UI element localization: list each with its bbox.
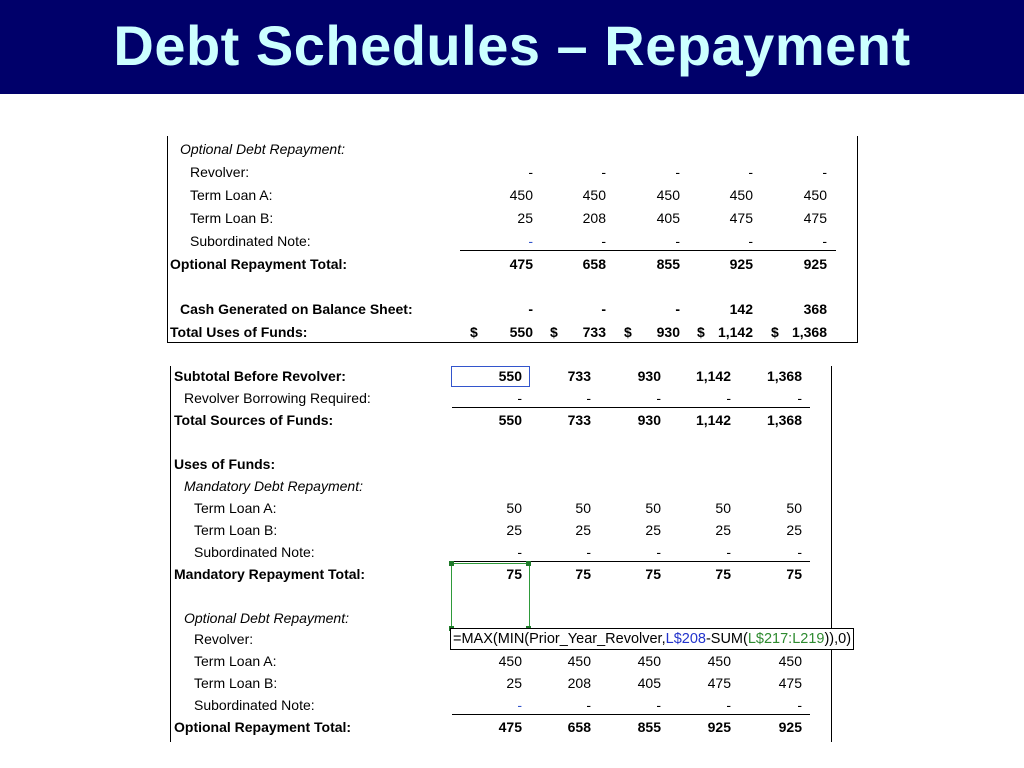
cell: - — [601, 233, 606, 249]
row-label: Subordinated Note: — [194, 697, 315, 713]
cell[interactable]: 475 — [498, 719, 522, 735]
cell: 475 — [729, 210, 753, 226]
currency-symbol: $ — [470, 324, 478, 340]
cell[interactable]: 450 — [707, 653, 731, 669]
row-label: Optional Repayment Total: — [170, 256, 348, 272]
cell[interactable]: 25 — [645, 522, 661, 538]
cell[interactable]: 1,368 — [766, 368, 802, 384]
cell: 450 — [729, 187, 753, 203]
cell: 925 — [729, 256, 753, 272]
cell: - — [675, 164, 680, 180]
bot-row-opt-term-loan-b — [0, 672, 1024, 694]
cell: 450 — [509, 187, 533, 203]
row-label: Term Loan B: — [194, 675, 278, 691]
row-label: Revolver: — [190, 164, 250, 180]
cell[interactable]: 25 — [786, 522, 802, 538]
cell[interactable]: - — [656, 544, 661, 560]
cell[interactable]: 930 — [637, 412, 661, 428]
row-label: Subordinated Note: — [194, 544, 315, 560]
row-label: Term Loan A: — [190, 187, 273, 203]
cell: - — [748, 164, 753, 180]
formula-part: Prior_Year_Revolver — [529, 631, 662, 647]
cell[interactable]: 75 — [715, 566, 731, 582]
formula-ref-blue: L$208 — [665, 631, 706, 647]
cell: 450 — [582, 187, 606, 203]
cell: - — [675, 301, 680, 317]
row-label: Revolver Borrowing Required: — [184, 390, 371, 406]
formula-part: ),0) — [829, 631, 852, 647]
cell[interactable]: 930 — [637, 368, 661, 384]
cell: 475 — [509, 256, 533, 272]
cell: - — [528, 233, 533, 249]
cell[interactable]: 1,142 — [695, 368, 731, 384]
cell[interactable]: 450 — [498, 653, 522, 669]
row-label: Term Loan B: — [194, 522, 278, 538]
cell[interactable]: 208 — [567, 675, 591, 691]
cell[interactable]: 50 — [506, 500, 522, 516]
cell: 450 — [656, 187, 680, 203]
cell[interactable]: - — [517, 544, 522, 560]
cell[interactable]: 855 — [637, 719, 661, 735]
cell[interactable]: 50 — [715, 500, 731, 516]
formula-part: , — [661, 631, 666, 647]
cell[interactable]: - — [656, 697, 661, 713]
bot-row-subtotal — [0, 365, 1024, 387]
formula-edit-cell[interactable] — [450, 628, 854, 650]
cell[interactable]: 75 — [786, 566, 802, 582]
cell[interactable]: 25 — [715, 522, 731, 538]
bot-sources-rule — [452, 407, 810, 408]
slide-title: Debt Schedules – Repayment — [113, 14, 911, 77]
formula-part: ) — [824, 631, 830, 647]
row-label: Total Uses of Funds: — [170, 324, 308, 340]
cell: 450 — [803, 187, 827, 203]
row-label: Cash Generated on Balance Sheet: — [180, 301, 413, 317]
cell[interactable]: - — [586, 544, 591, 560]
cell[interactable]: 550 — [498, 412, 522, 428]
cell[interactable]: 475 — [707, 675, 731, 691]
cell: 208 — [582, 210, 606, 226]
cell: 925 — [803, 256, 827, 272]
row-label: Subtotal Before Revolver: — [174, 368, 346, 384]
cell[interactable]: 925 — [778, 719, 802, 735]
cell[interactable]: 75 — [575, 566, 591, 582]
cell[interactable]: - — [726, 390, 731, 406]
cell[interactable]: - — [586, 697, 591, 713]
cell[interactable]: 75 — [645, 566, 661, 582]
row-label: Revolver: — [194, 631, 254, 647]
cell[interactable]: - — [726, 544, 731, 560]
row-label: Mandatory Repayment Total: — [174, 566, 366, 582]
bot-optional-header-row — [0, 607, 1024, 629]
currency-symbol: $ — [697, 324, 705, 340]
bot-row-mandatory-total — [0, 563, 1024, 585]
cell[interactable]: - — [797, 697, 802, 713]
cell: - — [822, 164, 827, 180]
bot-row-opt-subordinated — [0, 694, 1024, 716]
bot-row-optional-total — [0, 716, 1024, 738]
bot-row-revolver-borrowing — [0, 387, 1024, 409]
optional-header: Optional Debt Repayment: — [184, 610, 349, 626]
cell[interactable]: 658 — [567, 719, 591, 735]
bot-row-mand-term-loan-b — [0, 519, 1024, 541]
row-label: Total Sources of Funds: — [174, 412, 334, 428]
currency-symbol: $ — [550, 324, 558, 340]
cell[interactable]: - — [797, 544, 802, 560]
cell[interactable]: 25 — [506, 522, 522, 538]
cell[interactable]: - — [726, 697, 731, 713]
bot-row-mand-subordinated — [0, 541, 1024, 563]
bot-optional-rule — [452, 714, 810, 715]
cell[interactable]: 50 — [786, 500, 802, 516]
cell: 368 — [803, 301, 827, 317]
cell[interactable]: 25 — [506, 675, 522, 691]
formula-ref-green: L$217:L219 — [747, 631, 825, 647]
cell: 658 — [582, 256, 606, 272]
cell: 475 — [803, 210, 827, 226]
bot-row-opt-term-loan-a — [0, 650, 1024, 672]
formula-part: =MAX(MIN( — [453, 631, 530, 647]
bot-uses-header-row — [0, 453, 1024, 475]
cell[interactable]: 733 — [567, 412, 591, 428]
cell: 855 — [656, 256, 680, 272]
cell[interactable]: - — [656, 390, 661, 406]
cell[interactable]: 1,142 — [695, 412, 731, 428]
cell[interactable]: 405 — [637, 675, 661, 691]
cell: 1,368 — [791, 324, 827, 340]
bot-row-total-sources — [0, 409, 1024, 431]
cell: 1,142 — [717, 324, 753, 340]
cell: 405 — [656, 210, 680, 226]
cell[interactable]: 75 — [506, 566, 522, 582]
cell: - — [675, 233, 680, 249]
cell[interactable]: 925 — [707, 719, 731, 735]
cell: 550 — [509, 324, 533, 340]
formula-part: -SUM( — [705, 631, 748, 647]
cell: 930 — [656, 324, 680, 340]
bot-row-mand-term-loan-a — [0, 497, 1024, 519]
cell[interactable]: 25 — [575, 522, 591, 538]
currency-symbol: $ — [771, 324, 779, 340]
mandatory-header: Mandatory Debt Repayment: — [184, 478, 363, 494]
cell[interactable]: - — [517, 390, 522, 406]
row-label: Term Loan B: — [190, 210, 274, 226]
cell[interactable]: 50 — [645, 500, 661, 516]
row-label: Subordinated Note: — [190, 233, 311, 249]
cell[interactable]: 475 — [778, 675, 802, 691]
cell: - — [528, 301, 533, 317]
cell[interactable]: - — [797, 390, 802, 406]
cell: - — [528, 164, 533, 180]
cell[interactable]: 450 — [778, 653, 802, 669]
cell: - — [748, 233, 753, 249]
cell: - — [601, 301, 606, 317]
cell[interactable]: 733 — [567, 368, 591, 384]
cell[interactable]: 550 — [498, 368, 522, 384]
bot-mandatory-header-row — [0, 475, 1024, 497]
row-label: Term Loan A: — [194, 500, 277, 516]
cell[interactable]: 50 — [575, 500, 591, 516]
cell[interactable]: 450 — [567, 653, 591, 669]
bot-mandatory-rule — [452, 561, 810, 562]
cell: 733 — [582, 324, 606, 340]
row-label: Term Loan A: — [194, 653, 277, 669]
cell[interactable]: 1,368 — [766, 412, 802, 428]
currency-symbol: $ — [624, 324, 632, 340]
cell: - — [601, 164, 606, 180]
cell[interactable]: - — [586, 390, 591, 406]
cell[interactable]: - — [517, 697, 522, 713]
row-label: Optional Repayment Total: — [174, 719, 352, 735]
cell: - — [822, 233, 827, 249]
cell[interactable]: 450 — [637, 653, 661, 669]
cell: 25 — [517, 210, 533, 226]
uses-of-funds-header: Uses of Funds: — [174, 456, 276, 472]
top-optional-header: Optional Debt Repayment: — [180, 141, 345, 157]
cell: 142 — [729, 301, 753, 317]
